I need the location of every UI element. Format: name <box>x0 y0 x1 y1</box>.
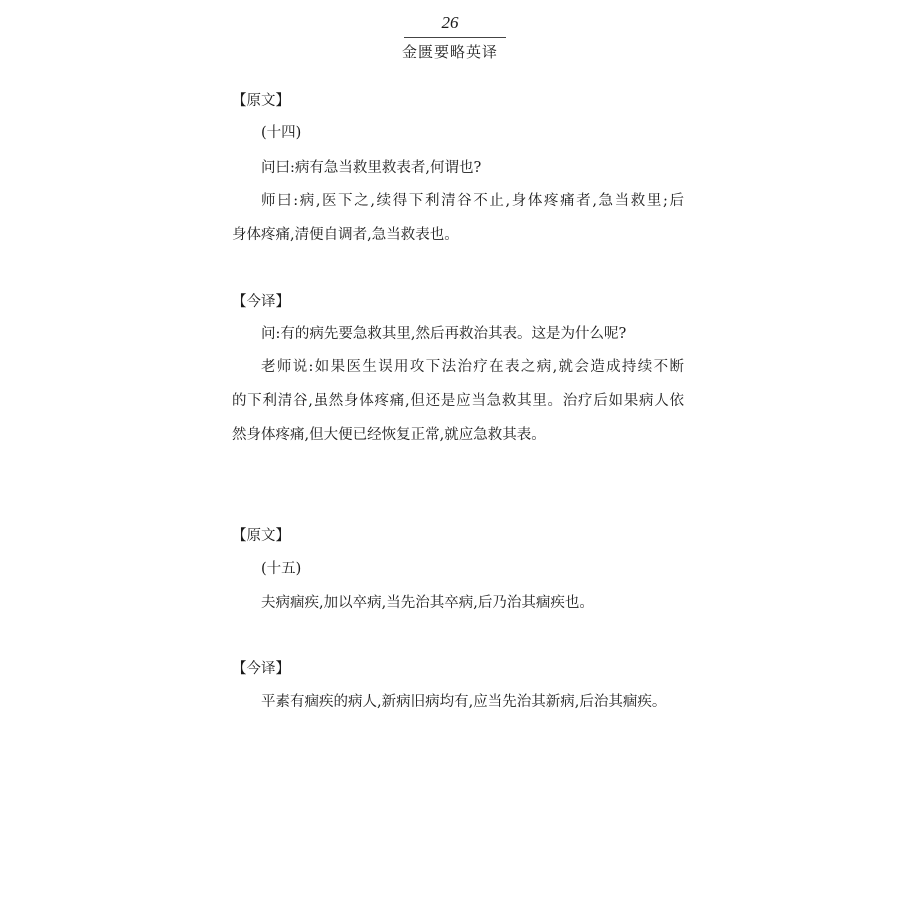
section-heading-translation-14: 【今译】 <box>232 294 290 310</box>
section-heading-translation-15: 【今译】 <box>232 661 290 677</box>
translation-text-line: 平素有痼疾的病人,新病旧病均有,应当先治其新病,后治其痼疾。 <box>261 694 667 710</box>
section-heading-original-15: 【原文】 <box>232 528 290 544</box>
page-number: 26 <box>441 13 459 32</box>
header-rule <box>404 37 506 38</box>
original-text-line: 身体疼痛,清便自调者,急当救表也。 <box>232 227 459 243</box>
passage-number-15: (十五) <box>261 561 302 577</box>
translation-text-line: 问:有的病先要急救其里,然后再救治其表。这是为什么呢? <box>261 326 627 342</box>
book-title: 金匮要略英译 <box>401 43 498 61</box>
translation-text-line: 的下利清谷,虽然身体疼痛,但还是应当急救其里。治疗后如果病人依 <box>232 393 684 409</box>
original-text-line: 夫病痼疾,加以卒病,当先治其卒病,后乃治其痼疾也。 <box>261 595 594 611</box>
original-text-line: 问曰:病有急当救里救表者,何谓也? <box>261 160 482 176</box>
translation-text-line: 然身体疼痛,但大便已经恢复正常,就应急救其表。 <box>232 427 546 443</box>
section-heading-original-14: 【原文】 <box>232 93 290 109</box>
passage-number-14: (十四) <box>261 125 302 141</box>
original-text-line: 师曰:病,医下之,续得下利清谷不止,身体疼痛者,急当救里;后 <box>261 193 684 209</box>
translation-text-line: 老师说:如果医生误用攻下法治疗在表之病,就会造成持续不断 <box>261 359 684 375</box>
